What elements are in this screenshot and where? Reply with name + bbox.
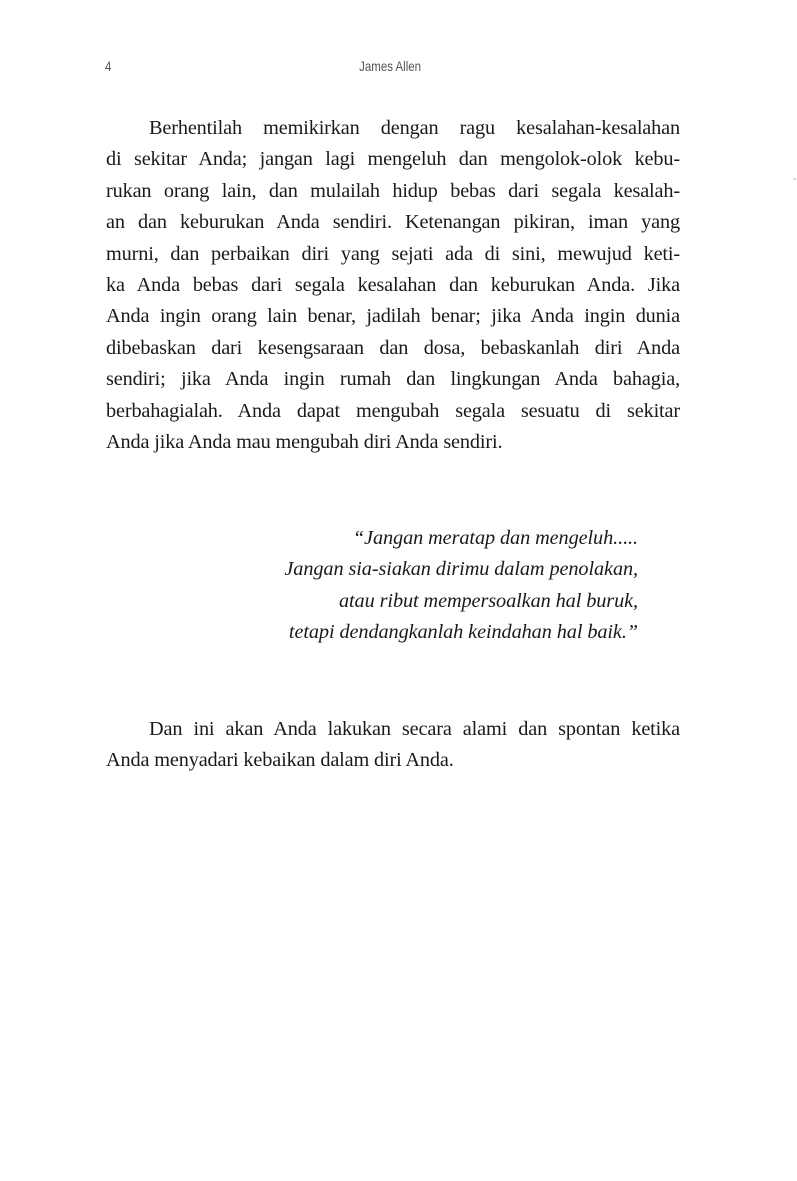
text-line: Anda jika Anda mau mengubah diri Anda sendiri. bbox=[106, 431, 503, 454]
text-line: berbahagialah. Anda dapat mengubah segala sesuatu di sekitar bbox=[106, 399, 680, 422]
text-line: Anda ingin orang lain benar, jadilah benar; jika Anda ingin dunia bbox=[106, 305, 680, 328]
text-line: Anda menyadari kebaikan dalam diri Anda. bbox=[106, 749, 454, 772]
text-line: Berhentilah memikirkan dengan ragu kesalahan-kesalahan bbox=[149, 117, 680, 139]
quote-line: Jangan sia-siakan dirimu dalam penolakan, bbox=[284, 558, 638, 581]
quote-line: atau ribut mempersoalkan hal buruk, bbox=[338, 589, 638, 612]
page-edge-mark bbox=[793, 178, 796, 180]
quote-line: tetapi dendangkanlah keindahan hal baik.” bbox=[288, 621, 638, 644]
body-paragraph-1 bbox=[106, 113, 680, 458]
text-line: an dan keburukan Anda sendiri. Ketenangan pikiran, iman yang bbox=[106, 211, 680, 234]
running-head bbox=[0, 58, 654, 78]
body-paragraph-2 bbox=[106, 714, 680, 777]
quote-line: “Jangan meratap dan mengeluh..... bbox=[352, 527, 638, 549]
text-line: ka Anda bebas dari segala kesalahan dan keburukan Anda. Jika bbox=[106, 274, 680, 297]
block-quote bbox=[200, 523, 638, 649]
text-line: dibebaskan dari kesengsaraan dan dosa, bebaskanlah diri Anda bbox=[106, 336, 680, 359]
running-title: James Allen bbox=[359, 58, 422, 74]
page-number: 4 bbox=[104, 58, 112, 74]
text-line: sendiri; jika Anda ingin rumah dan lingkungan Anda bahagia, bbox=[106, 368, 680, 391]
text-line: di sekitar Anda; jangan lagi mengeluh dan mengolok-olok kebu- bbox=[106, 148, 680, 171]
text-line: rukan orang lain, dan mulailah hidup bebas dari segala kesalah- bbox=[106, 179, 680, 202]
text-line: Dan ini akan Anda lakukan secara alami dan spontan ketika bbox=[149, 718, 680, 740]
text-line: murni, dan perbaikan diri yang sejati ada di sini, mewujud keti- bbox=[106, 242, 680, 265]
